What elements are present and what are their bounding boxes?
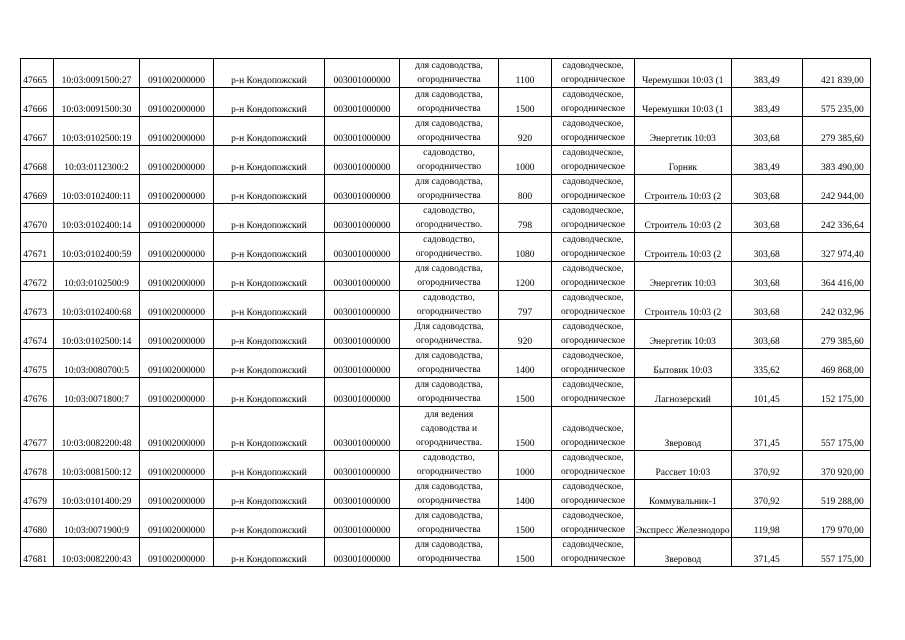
- cell-number: 47673: [21, 291, 54, 320]
- cell-oktmo-code: 003001000000: [325, 117, 400, 146]
- cell-oktmo-code: 003001000000: [325, 538, 400, 567]
- cell-location-name: Энергетик 10:03: [635, 117, 732, 146]
- cell-okato-code: 091002000000: [140, 451, 214, 480]
- cell-location-name: Строитель 10:03 (2: [635, 233, 732, 262]
- cell-category: садоводческое, огородническое: [552, 117, 635, 146]
- cell-area: 920: [499, 117, 552, 146]
- cell-cadastral-number: 10:03:0082200:43: [54, 538, 140, 567]
- cell-location-name: Энергетик 10:03: [635, 320, 732, 349]
- cell-permitted-use: для садоводства, огородничества: [400, 538, 499, 567]
- cell-oktmo-code: 003001000000: [325, 378, 400, 407]
- cell-district: р-н Кондопожский: [214, 146, 325, 175]
- cell-cadastral-value: 421 839,00: [802, 59, 870, 88]
- cell-district: р-н Кондопожский: [214, 233, 325, 262]
- cell-category: садоводческое, огородническое: [552, 320, 635, 349]
- cell-cadastral-value: 152 175,00: [802, 378, 870, 407]
- cell-number: 47671: [21, 233, 54, 262]
- cell-district: р-н Кондопожский: [214, 204, 325, 233]
- cell-location-name: Зверовод: [635, 538, 732, 567]
- cell-okato-code: 091002000000: [140, 320, 214, 349]
- cell-location-name: Строитель 10:03 (2: [635, 204, 732, 233]
- cell-okato-code: 091002000000: [140, 117, 214, 146]
- cell-location-name: Лагнозерский: [635, 378, 732, 407]
- cell-cadastral-number: 10:03:0101400:29: [54, 480, 140, 509]
- cell-specific-value: 371,45: [731, 407, 802, 451]
- cell-specific-value: 303,68: [731, 117, 802, 146]
- table-row: [21, 204, 871, 233]
- cell-cadastral-value: 557 175,00: [802, 538, 870, 567]
- cell-okato-code: 091002000000: [140, 480, 214, 509]
- cell-cadastral-value: 179 970,00: [802, 509, 870, 538]
- cell-oktmo-code: 003001000000: [325, 480, 400, 509]
- cell-oktmo-code: 003001000000: [325, 451, 400, 480]
- cell-district: р-н Кондопожский: [214, 320, 325, 349]
- cell-number: 47665: [21, 59, 54, 88]
- cell-category: садоводческое, огородническое: [552, 204, 635, 233]
- cell-location-name: Экспресс Железнодоро: [635, 509, 732, 538]
- cell-permitted-use: садоводство, огородничество.: [400, 204, 499, 233]
- cell-location-name: Черемушки 10:03 (1: [635, 88, 732, 117]
- table-row: [21, 59, 871, 88]
- cell-cadastral-value: 364 416,00: [802, 262, 870, 291]
- cell-location-name: Бытовик 10:03: [635, 349, 732, 378]
- cell-area: 1500: [499, 509, 552, 538]
- cell-district: р-н Кондопожский: [214, 88, 325, 117]
- cell-permitted-use: садоводство, огородничество.: [400, 233, 499, 262]
- cell-specific-value: 303,68: [731, 320, 802, 349]
- cell-okato-code: 091002000000: [140, 59, 214, 88]
- cell-okato-code: 091002000000: [140, 407, 214, 451]
- cell-area: 1080: [499, 233, 552, 262]
- cell-category: садоводческое, огородническое: [552, 451, 635, 480]
- cell-okato-code: 091002000000: [140, 262, 214, 291]
- cell-oktmo-code: 003001000000: [325, 88, 400, 117]
- cell-okato-code: 091002000000: [140, 378, 214, 407]
- cell-specific-value: 370,92: [731, 451, 802, 480]
- cell-district: р-н Кондопожский: [214, 509, 325, 538]
- cell-location-name: Черемушки 10:03 (1: [635, 59, 732, 88]
- cell-specific-value: 303,68: [731, 233, 802, 262]
- cell-area: 1000: [499, 451, 552, 480]
- cell-cadastral-value: 383 490,00: [802, 146, 870, 175]
- cell-specific-value: 383,49: [731, 59, 802, 88]
- cell-location-name: Рассвет 10:03: [635, 451, 732, 480]
- cell-oktmo-code: 003001000000: [325, 349, 400, 378]
- cell-cadastral-number: 10:03:0102400:68: [54, 291, 140, 320]
- cell-category: садоводческое, огородническое: [552, 538, 635, 567]
- cell-okato-code: 091002000000: [140, 233, 214, 262]
- cell-cadastral-number: 10:03:0091500:30: [54, 88, 140, 117]
- cell-specific-value: 303,68: [731, 204, 802, 233]
- cell-okato-code: 091002000000: [140, 146, 214, 175]
- table-row: [21, 349, 871, 378]
- cell-category: садоводческое, огородническое: [552, 480, 635, 509]
- table-row: [21, 480, 871, 509]
- cell-specific-value: 383,49: [731, 88, 802, 117]
- cell-area: 797: [499, 291, 552, 320]
- cell-specific-value: 371,45: [731, 538, 802, 567]
- table-row: [21, 320, 871, 349]
- cell-oktmo-code: 003001000000: [325, 175, 400, 204]
- cell-district: р-н Кондопожский: [214, 59, 325, 88]
- cell-permitted-use: для садоводства, огородничества: [400, 88, 499, 117]
- cell-number: 47674: [21, 320, 54, 349]
- cell-district: р-н Кондопожский: [214, 378, 325, 407]
- cell-specific-value: 303,68: [731, 175, 802, 204]
- cell-area: 1500: [499, 407, 552, 451]
- cell-okato-code: 091002000000: [140, 538, 214, 567]
- cell-area: 1500: [499, 378, 552, 407]
- table-row: [21, 538, 871, 567]
- cell-cadastral-number: 10:03:0102400:59: [54, 233, 140, 262]
- cell-number: 47667: [21, 117, 54, 146]
- cell-cadastral-number: 10:03:0112300:2: [54, 146, 140, 175]
- cell-category: садоводческое, огородническое: [552, 146, 635, 175]
- cell-cadastral-number: 10:03:0102500:9: [54, 262, 140, 291]
- cell-location-name: Энергетик 10:03: [635, 262, 732, 291]
- cell-oktmo-code: 003001000000: [325, 509, 400, 538]
- cell-district: р-н Кондопожский: [214, 349, 325, 378]
- cell-area: 800: [499, 175, 552, 204]
- cell-number: 47681: [21, 538, 54, 567]
- cell-cadastral-value: 279 385,60: [802, 117, 870, 146]
- cell-permitted-use: для садоводства, огородничества: [400, 262, 499, 291]
- cell-okato-code: 091002000000: [140, 88, 214, 117]
- cell-category: садоводческое, огородническое: [552, 509, 635, 538]
- cell-permitted-use: для садоводства, огородничества: [400, 117, 499, 146]
- land-plots-table: [20, 58, 871, 567]
- cell-category: садоводческое, огородническое: [552, 407, 635, 451]
- cell-number: 47669: [21, 175, 54, 204]
- cell-oktmo-code: 003001000000: [325, 262, 400, 291]
- cell-oktmo-code: 003001000000: [325, 204, 400, 233]
- table-row: [21, 146, 871, 175]
- cell-district: р-н Кондопожский: [214, 480, 325, 509]
- cell-oktmo-code: 003001000000: [325, 146, 400, 175]
- cell-district: р-н Кондопожский: [214, 538, 325, 567]
- cell-cadastral-value: 557 175,00: [802, 407, 870, 451]
- cell-specific-value: 335,62: [731, 349, 802, 378]
- cell-permitted-use: для ведения садоводства и огородничества.: [400, 407, 499, 451]
- cell-area: 1400: [499, 349, 552, 378]
- cell-permitted-use: Для садоводства, огородничества.: [400, 320, 499, 349]
- cell-location-name: Зверовод: [635, 407, 732, 451]
- table-row: [21, 233, 871, 262]
- cell-cadastral-value: 519 288,00: [802, 480, 870, 509]
- cell-location-name: Строитель 10:03 (2: [635, 175, 732, 204]
- cell-district: р-н Кондопожский: [214, 175, 325, 204]
- cell-oktmo-code: 003001000000: [325, 407, 400, 451]
- cell-permitted-use: для садоводства, огородничества: [400, 59, 499, 88]
- cell-specific-value: 383,49: [731, 146, 802, 175]
- cell-cadastral-value: 370 920,00: [802, 451, 870, 480]
- cell-location-name: Коммувальник-1: [635, 480, 732, 509]
- cell-specific-value: 101,45: [731, 378, 802, 407]
- cell-district: р-н Кондопожский: [214, 451, 325, 480]
- cell-cadastral-number: 10:03:0102400:11: [54, 175, 140, 204]
- cell-permitted-use: для садоводства, огородничества: [400, 509, 499, 538]
- cell-area: 1200: [499, 262, 552, 291]
- cell-area: 1500: [499, 88, 552, 117]
- cell-oktmo-code: 003001000000: [325, 320, 400, 349]
- cell-cadastral-value: 279 385,60: [802, 320, 870, 349]
- cell-specific-value: 303,68: [731, 291, 802, 320]
- cell-cadastral-value: 575 235,00: [802, 88, 870, 117]
- cell-category: садоводческое, огородническое: [552, 262, 635, 291]
- table-row: [21, 451, 871, 480]
- cell-district: р-н Кондопожский: [214, 117, 325, 146]
- cell-cadastral-number: 10:03:0102400:14: [54, 204, 140, 233]
- cell-permitted-use: садоводство, огородничество: [400, 146, 499, 175]
- cell-permitted-use: для садоводства, огородничества: [400, 480, 499, 509]
- cell-cadastral-value: 469 868,00: [802, 349, 870, 378]
- cell-district: р-н Кондопожский: [214, 262, 325, 291]
- cell-cadastral-number: 10:03:0080700:5: [54, 349, 140, 378]
- cell-number: 47675: [21, 349, 54, 378]
- cell-area: 1100: [499, 59, 552, 88]
- cell-oktmo-code: 003001000000: [325, 59, 400, 88]
- cell-cadastral-number: 10:03:0071900:9: [54, 509, 140, 538]
- cell-category: садоводческое, огородническое: [552, 291, 635, 320]
- cell-number: 47676: [21, 378, 54, 407]
- cell-area: 1400: [499, 480, 552, 509]
- cell-permitted-use: для садоводства, огородничества: [400, 175, 499, 204]
- table-row: [21, 262, 871, 291]
- table-row: [21, 291, 871, 320]
- cell-okato-code: 091002000000: [140, 291, 214, 320]
- cell-okato-code: 091002000000: [140, 204, 214, 233]
- table-row: [21, 407, 871, 451]
- table-body: [21, 59, 871, 567]
- cell-number: 47666: [21, 88, 54, 117]
- cell-district: р-н Кондопожский: [214, 291, 325, 320]
- cell-cadastral-value: 242 944,00: [802, 175, 870, 204]
- cell-cadastral-number: 10:03:0081500:12: [54, 451, 140, 480]
- cell-cadastral-value: 242 032,96: [802, 291, 870, 320]
- cell-location-name: Строитель 10:03 (2: [635, 291, 732, 320]
- cell-number: 47670: [21, 204, 54, 233]
- cell-number: 47680: [21, 509, 54, 538]
- cell-cadastral-value: 242 336,64: [802, 204, 870, 233]
- cell-cadastral-number: 10:03:0091500:27: [54, 59, 140, 88]
- cell-category: садоводческое, огородническое: [552, 349, 635, 378]
- table-row: [21, 117, 871, 146]
- table-row: [21, 88, 871, 117]
- cell-oktmo-code: 003001000000: [325, 291, 400, 320]
- cell-specific-value: 119,98: [731, 509, 802, 538]
- cell-area: 798: [499, 204, 552, 233]
- cell-cadastral-number: 10:03:0102500:19: [54, 117, 140, 146]
- table-row: [21, 378, 871, 407]
- cell-permitted-use: садоводство, огородничество: [400, 451, 499, 480]
- cell-number: 47679: [21, 480, 54, 509]
- cell-number: 47677: [21, 407, 54, 451]
- cell-area: 1500: [499, 538, 552, 567]
- cell-area: 1000: [499, 146, 552, 175]
- cell-category: садоводческое, огородническое: [552, 175, 635, 204]
- cell-specific-value: 303,68: [731, 262, 802, 291]
- cell-permitted-use: садоводство, огородничество: [400, 291, 499, 320]
- cell-number: 47678: [21, 451, 54, 480]
- cell-number: 47668: [21, 146, 54, 175]
- cell-category: садоводческое, огородническое: [552, 233, 635, 262]
- cell-cadastral-number: 10:03:0082200:48: [54, 407, 140, 451]
- cell-permitted-use: для садоводства, огородничества: [400, 349, 499, 378]
- cell-cadastral-value: 327 974,40: [802, 233, 870, 262]
- table-row: [21, 509, 871, 538]
- cell-oktmo-code: 003001000000: [325, 233, 400, 262]
- cell-number: 47672: [21, 262, 54, 291]
- cell-okato-code: 091002000000: [140, 349, 214, 378]
- cell-district: р-н Кондопожский: [214, 407, 325, 451]
- cell-cadastral-number: 10:03:0071800:7: [54, 378, 140, 407]
- cell-category: садоводческое, огородническое: [552, 378, 635, 407]
- cell-category: садоводческое, огородническое: [552, 59, 635, 88]
- cell-category: садоводческое, огородническое: [552, 88, 635, 117]
- table-row: [21, 175, 871, 204]
- cell-cadastral-number: 10:03:0102500:14: [54, 320, 140, 349]
- cell-area: 920: [499, 320, 552, 349]
- cell-okato-code: 091002000000: [140, 175, 214, 204]
- cell-permitted-use: для садоводства, огородничества: [400, 378, 499, 407]
- cell-okato-code: 091002000000: [140, 509, 214, 538]
- cell-specific-value: 370,92: [731, 480, 802, 509]
- cell-location-name: Горняк: [635, 146, 732, 175]
